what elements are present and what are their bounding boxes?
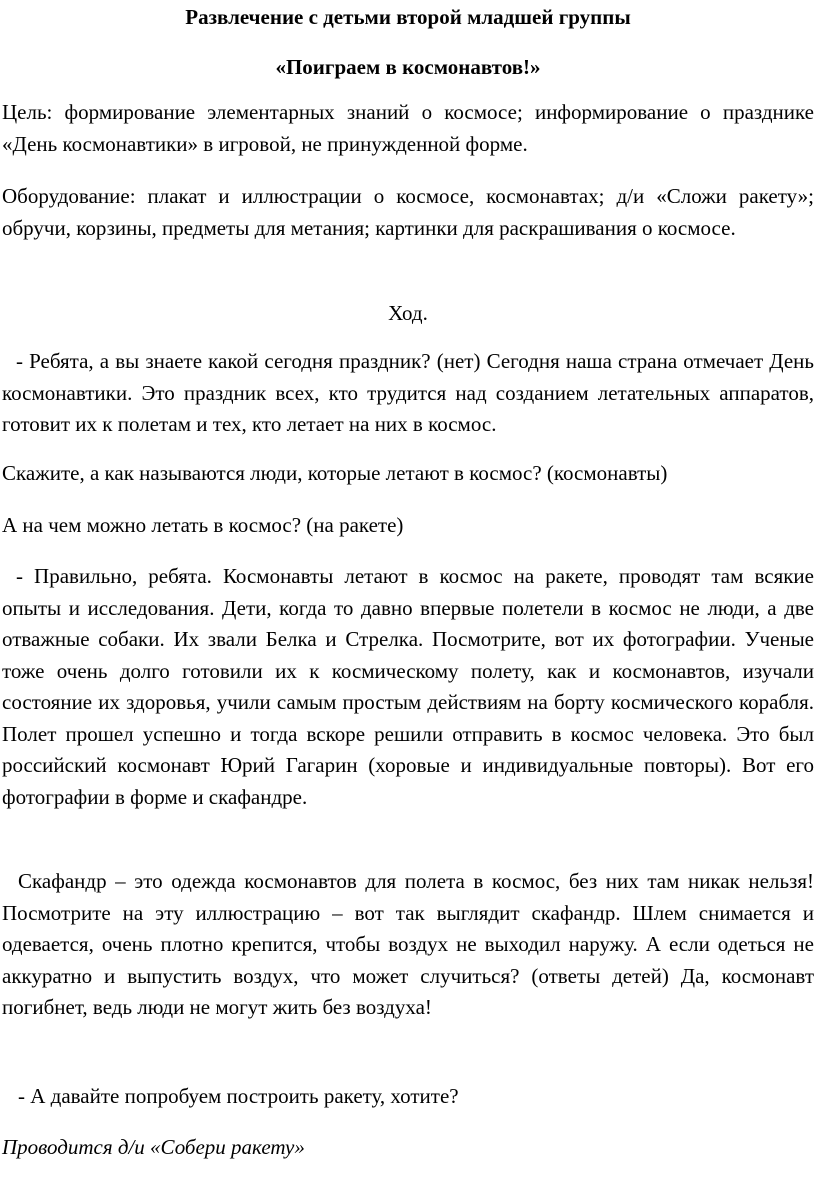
goal-paragraph: Цель: формирование элементарных знаний о космосе; информирование о празднике «День космонавтики» в игровой, не принужденной форме. xyxy=(2,100,814,156)
body-paragraph-5: Скафандр – это одежда космонавтов для полета в космос, без них там никак нельзя! Посмотрите на эту иллюстрацию – вот так выглядит скафандр. Шлем снимается и одевается, очень плотно крепится, чтобы воздух не выходил наружу. А если одеться не аккуратно и выпустить воздух, что может случиться? (ответы детей) Да, космонавт погибнет, ведь люди не могут жить без воздуха! xyxy=(2,869,814,1019)
activity-note: Проводится д/и «Собери ракету» xyxy=(2,1135,305,1159)
body-paragraph-3: А на чем можно летать в космос? (на ракете) xyxy=(2,513,404,537)
body-paragraph-1: - Ребята, а вы знаете какой сегодня праздник? (нет) Сегодня наша страна отмечает День космонавтики. Это праздник всех, кто трудится над созданием летательных аппаратов, готовит их к полетам и тех, кто летает на них в космос. xyxy=(2,349,814,436)
body-paragraph-4: - Правильно, ребята. Космонавты летают в космос на ракете, проводят там всякие опыты и исследования. Дети, когда то давно впервые полетели в космос не люди, а две отважные собаки. Их звали Белка и Стрелка. Посмотрите, вот их фотографии. Ученые тоже очень долго готовили их к космическому полету, как и космонавтов, изучали состояние их здоровья, учили самым простым действиям на борту космического корабля. Полет прошел успешно и тогда вскоре решили отправить в космос человека. Это был российский космонавт Юрий Гагарин (хоровые и индивидуальные повторы). Вот его фотографии в форме и скафандре. xyxy=(2,564,814,809)
body-paragraph-6: - А давайте попробуем построить ракету, хотите? xyxy=(18,1084,459,1108)
equipment-paragraph: Оборудование: плакат и иллюстрации о космосе, космонавтах; д/и «Сложи ракету»; обручи, корзины, предметы для метания; картинки для раскрашивания о космосе. xyxy=(2,184,814,240)
progress-heading: Ход. xyxy=(388,301,428,325)
body-paragraph-2: Скажите, а как называются люди, которые летают в космос? (космонавты) xyxy=(2,461,668,485)
document-subtitle: «Поиграем в космонавтов!» xyxy=(275,55,541,79)
document-title: Развлечение с детьми второй младшей группы xyxy=(185,5,631,29)
